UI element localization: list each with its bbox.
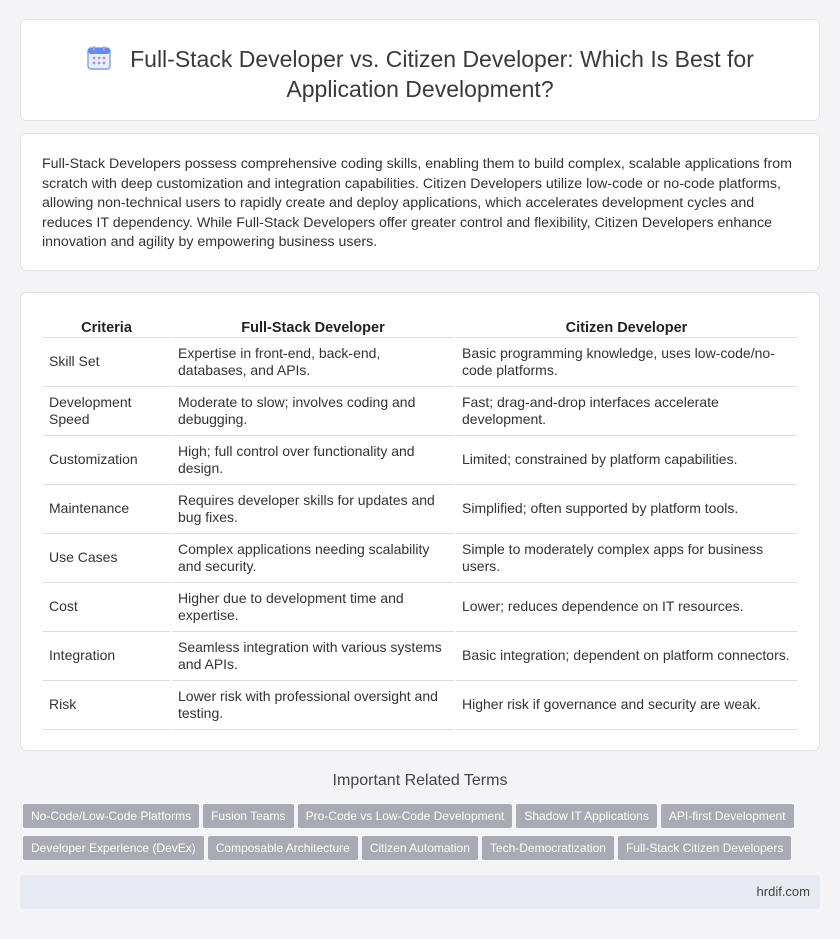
full-stack-cell: High; full control over functionality and design. [172,436,454,485]
comparison-table [41,316,799,730]
full-stack-cell: Requires developer skills for updates and bug fixes. [172,485,454,534]
full-stack-cell: Complex applications needing scalability and security. [172,534,454,583]
citizen-cell: Basic programming knowledge, uses low-code/no-code platforms. [456,338,797,387]
table-row [43,632,797,681]
citizen-cell: Basic integration; dependent on platform connectors. [456,632,797,681]
calendar-icon [86,45,112,71]
full-stack-cell: Expertise in front-end, back-end, databases, and APIs. [172,338,454,387]
citizen-cell: Fast; drag-and-drop interfaces accelerate development. [456,387,797,436]
footer-site-link[interactable]: hrdif.com [756,884,810,899]
full-stack-cell: Moderate to slow; involves coding and debugging. [172,387,454,436]
full-stack-cell: Lower risk with professional oversight and testing. [172,681,454,730]
table-row [43,485,797,534]
tag-row [23,836,823,868]
tag-citizen-automation[interactable]: Citizen Automation [362,836,478,860]
tag-developer-experience[interactable]: Developer Experience (DevEx) [23,836,204,860]
tag-shadow-it-applications[interactable]: Shadow IT Applications [516,804,657,828]
tag-composable-architecture[interactable]: Composable Architecture [208,836,358,860]
table-row [43,436,797,485]
table-row [43,583,797,632]
criteria-cell: Customization [43,436,170,485]
table-row [43,681,797,730]
criteria-cell: Cost [43,583,170,632]
intro-card [20,133,820,271]
tag-no-code-low-code-platforms[interactable]: No-Code/Low-Code Platforms [23,804,199,828]
citizen-cell: Higher risk if governance and security are weak. [456,681,797,730]
tag-full-stack-citizen-developers[interactable]: Full-Stack Citizen Developers [618,836,791,860]
comparison-card [20,292,820,751]
related-terms-title: Important Related Terms [332,772,508,789]
header-card [20,19,820,121]
header-criteria: Criteria [43,316,170,338]
tag-fusion-teams[interactable]: Fusion Teams [203,804,293,828]
tag-tech-democratization[interactable]: Tech-Democratization [482,836,614,860]
criteria-cell: Maintenance [43,485,170,534]
tag-api-first-development[interactable]: API-first Development [661,804,794,828]
table-row [43,534,797,583]
full-stack-cell: Seamless integration with various systems and APIs. [172,632,454,681]
citizen-cell: Limited; constrained by platform capabilities. [456,436,797,485]
citizen-cell: Simplified; often supported by platform tools. [456,485,797,534]
footer [20,875,820,909]
page-title: Full-Stack Developer vs. Citizen Developer: Which Is Best for Application Development? [130,46,754,102]
table-row [43,387,797,436]
criteria-cell: Risk [43,681,170,730]
citizen-cell: Simple to moderately complex apps for business users. [456,534,797,583]
header-citizen: Citizen Developer [456,316,797,338]
tag-row [23,804,823,836]
citizen-cell: Lower; reduces dependence on IT resources. [456,583,797,632]
page-title-wrap [21,44,819,104]
criteria-cell: Integration [43,632,170,681]
intro-paragraph: Full-Stack Developers possess comprehensive coding skills, enabling them to build complex, scalable applications from scratch with deep customization and integration capabilities. Citizen Developers utilize low-code or no-code platforms, allowing non-technical users to rapidly create and deploy applications, which accelerates development cycles and reduces IT dependency. While Full-Stack Developers offer greater control and flexibility, Citizen Developers enhance innovation and agility by empowering business users. [42,156,792,251]
tag-pro-code-vs-low-code[interactable]: Pro-Code vs Low-Code Development [298,804,513,828]
full-stack-cell: Higher due to development time and expertise. [172,583,454,632]
related-terms-tags [23,804,823,868]
criteria-cell: Development Speed [43,387,170,436]
table-row [43,338,797,387]
criteria-cell: Use Cases [43,534,170,583]
criteria-cell: Skill Set [43,338,170,387]
header-full-stack: Full-Stack Developer [172,316,454,338]
table-header-row [43,316,797,338]
